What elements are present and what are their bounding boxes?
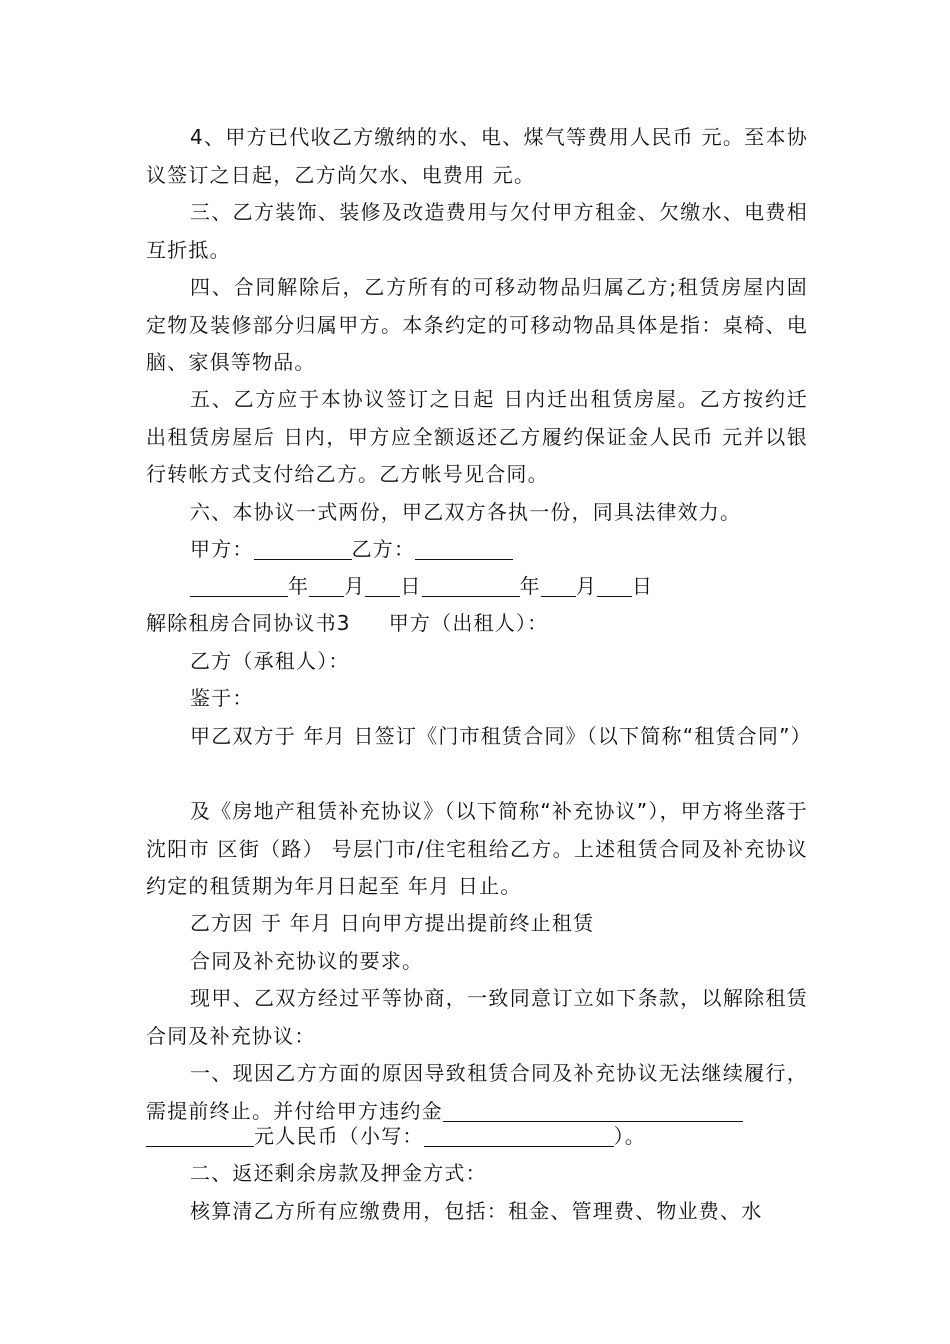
penalty-amount-lowercase-blank — [424, 1122, 614, 1147]
lessor-label: 甲方（出租人）： — [388, 611, 549, 635]
month-blank-a — [309, 572, 344, 597]
clause-two-text: 核算清乙方所有应缴费用，包括：租金、管理费、物业费、水 — [190, 1199, 763, 1223]
year-blank-a — [190, 572, 288, 597]
clause-one-text: 一、现因乙方方面的原因导致租赁合同及补充协议无法继续履行，需提前终止。并付给甲方违约金 — [146, 1061, 808, 1123]
section-heading-line — [146, 605, 548, 643]
penalty-amount-blank-cont — [146, 1122, 254, 1147]
party-a-blank — [254, 535, 352, 560]
year-blank-b — [422, 572, 520, 597]
paragraph-mutual-agreement: 现甲、乙双方经过平等协商，一致同意订立如下条款，以解除租赁合同及补充协议： — [146, 986, 808, 1048]
paragraph-termination-request-line1: 乙方因 于 年月 日向甲方提出提前终止租赁 — [190, 911, 595, 935]
whereas-label: 鉴于： — [190, 686, 254, 710]
party-b-blank — [415, 535, 513, 560]
paragraph-supplement-agreement: 及《房地产租赁补充协议》（以下简称“补充协议”），甲方将坐落于沈阳市 区街（路） 号层门市/住宅租给乙方。上述租赁合同及补充协议约定的租赁期为年月日起至 年月 日止。 — [146, 799, 808, 898]
clause-one-close: ）。 — [613, 1124, 647, 1148]
day-label-a: 日 — [400, 574, 422, 598]
clause-one-tail — [146, 1118, 646, 1156]
party-b-label: 乙方： — [351, 537, 416, 561]
signature-parties-line — [190, 531, 513, 569]
paragraph-termination-request-line2: 合同及补充协议的要求。 — [190, 949, 424, 973]
clause-one-yuan-label: 元人民币（小写： — [254, 1124, 424, 1148]
day-blank-a — [365, 572, 400, 597]
month-label-b: 月 — [575, 574, 598, 598]
day-label-b: 日 — [632, 574, 654, 598]
paragraph-move-out: 五、乙方应于本协议签订之日起 日内迁出租赁房屋。乙方按约迁出租赁房屋后 日内，甲方应全额返还乙方履约保证金人民币 元并以银行转帐方式支付给乙方。乙方帐号见合同。 — [146, 387, 808, 486]
day-blank-b — [597, 572, 632, 597]
month-blank-b — [541, 572, 576, 597]
month-label-a: 月 — [344, 574, 366, 598]
clause-two-title: 二、返还剩余房款及押金方式： — [190, 1161, 487, 1185]
paragraph-copies: 六、本协议一式两份，甲乙双方各执一份，同具法律效力。 — [190, 500, 742, 524]
year-label-b: 年 — [519, 574, 541, 598]
year-label-a: 年 — [288, 574, 310, 598]
paragraph-property-ownership: 四、合同解除后，乙方所有的可移动物品归属乙方;租赁房屋内固定物及装修部分归属甲方。本条约定的可移动物品具体是指：桌椅、电脑、家俱等物品。 — [146, 275, 808, 374]
lessee-label: 乙方（承租人）： — [190, 649, 350, 673]
paragraph-utility-fees: 4、甲方已代收乙方缴纳的水、电、煤气等费用人民币 元。至本协议签订之日起，乙方尚欠水、电费用 元。 — [146, 125, 808, 187]
party-a-label: 甲方： — [190, 537, 254, 561]
paragraph-contract-date: 甲乙双方于 年月 日签订《门市租赁合同》（以下简称“租赁合同”） — [190, 724, 812, 748]
section-heading: 解除租房合同协议书3 — [146, 611, 351, 635]
signature-date-line — [190, 568, 653, 606]
paragraph-offset-clause: 三、乙方装饰、装修及改造费用与欠付甲方租金、欠缴水、电费相互折抵。 — [146, 200, 808, 262]
